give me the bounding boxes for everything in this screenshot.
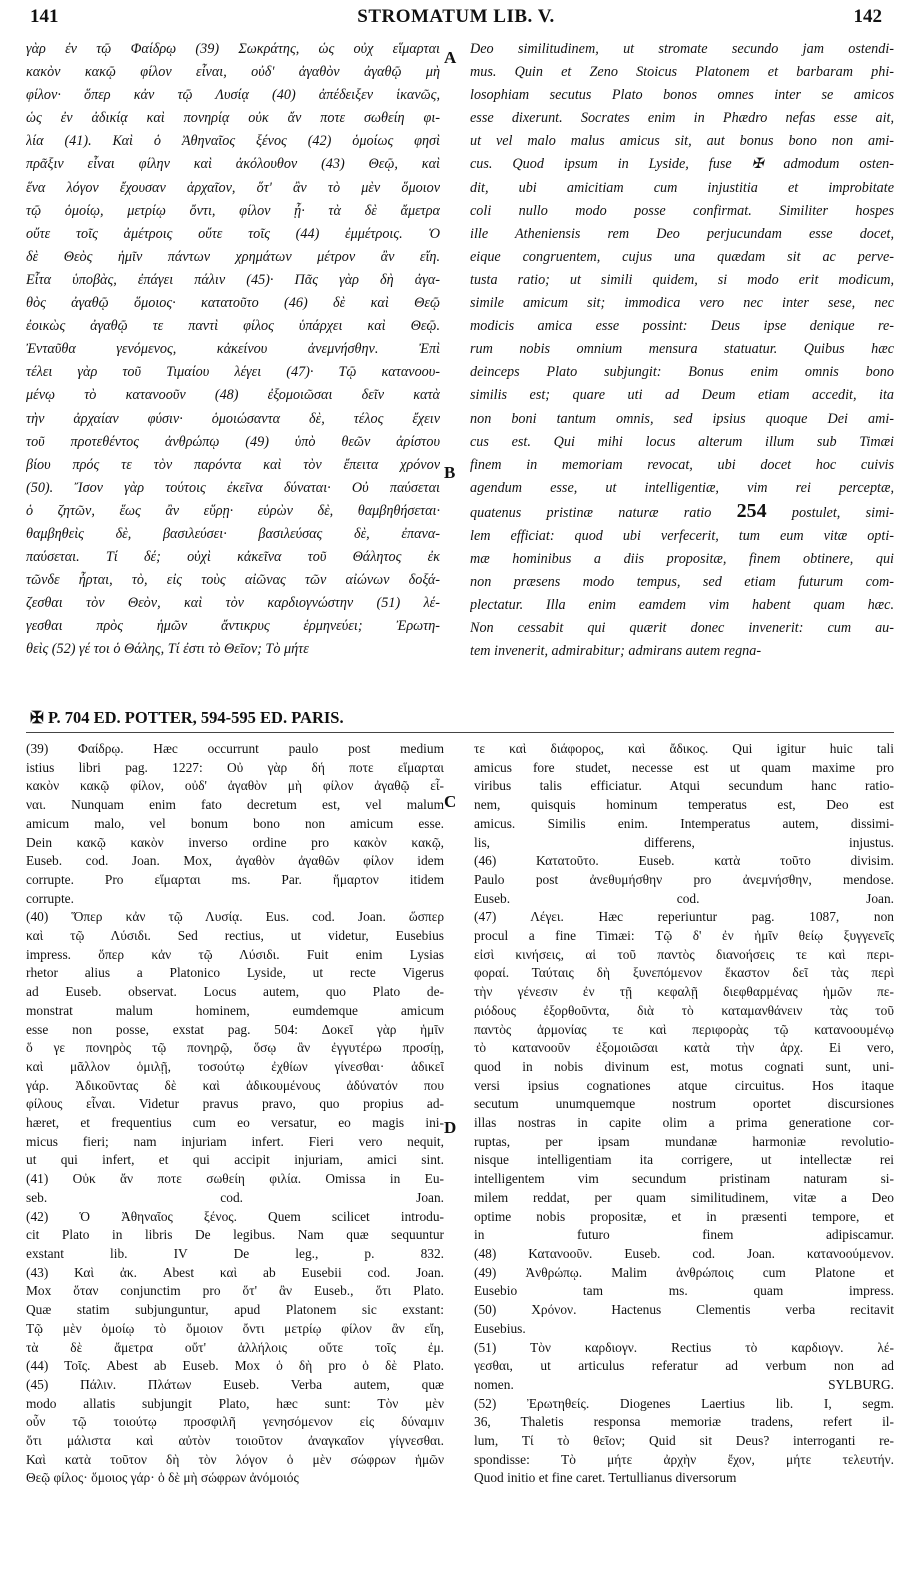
latin-line: eique congruentem, cujus una quædam sit ac perve-: [470, 248, 894, 265]
latin-line: esse dixerunt. Socrates enim in Phædro nefas esse ait,: [470, 110, 894, 127]
column-number: 254: [736, 499, 767, 522]
note-left-line: (41) Οὐκ ἄν ποτε σωθείη φιλία. Omissa in Eu-: [26, 1171, 444, 1187]
latin-line: modicis amica esse possint: Deus ipse denique re-: [470, 318, 894, 335]
note-right-line: nomen. SYLBURG.: [474, 1376, 894, 1392]
latin-line: Non cessabit qui quærit donec invenerit: cum au-: [470, 620, 894, 637]
latin-line: coli nullo modo posse confirmat. Similiter hospes: [470, 202, 894, 219]
page-number-left: 141: [30, 6, 59, 27]
note-right-line: milem reddat, per quam similitudinem, vitæ a Deo: [474, 1189, 894, 1205]
note-left-line: Mox ὅταν conjunctim pro ὅτ' ἂν Euseb., ὅτι Plato.: [26, 1283, 444, 1299]
running-title: STROMATUM LIB. V.: [357, 6, 555, 27]
note-left-line: (40) Ὅπερ κἀν τῷ Λυσίᾳ. Eus. cod. Joan. ὥσπερ: [26, 909, 444, 925]
greek-main-text: [26, 38, 440, 662]
note-right-line: versi ipsius cognationes atque circuitus. Hos itaque: [474, 1077, 894, 1093]
note-left-line: micus fieri; nam injuriam infert. Fieri vero nequit,: [26, 1133, 444, 1149]
note-right-line: τὸ κατανοοῦν ἐξομοιῶσαι κατὰ τὴν ἀρχ. Ei vero,: [474, 1040, 894, 1056]
note-right-line: 36, Thaletis responsa memoriæ tradens, refert il-: [474, 1414, 894, 1430]
greek-line: οὔτε τοῖς ἀμέτροις οὔτε τοῖς (44) ἐμμέτροις. Ὁ: [26, 225, 440, 242]
note-left-line: ὅτι μάλιστα καὶ αὐτὸν τοιοῦτον ἀναγκαῖον γίγνεσθαι.: [26, 1433, 444, 1449]
latin-line-part: postulet, simi-: [766, 504, 894, 521]
note-left-line: (39) Φαίδρῳ. Hæc occurrunt paulo post medium: [26, 741, 444, 756]
latin-line: plectatur. Illa enim eamdem vim habent quam hæc.: [470, 597, 894, 614]
latin-line: simile amicum sit; immodica vero nec inter sese, nec: [470, 295, 894, 312]
note-left-line: (44) Τοῖς. Abest ab Euseb. Mox ὁ δὴ pro ὁ δὲ Plato.: [26, 1358, 444, 1374]
greek-line: θαμβηθεὶς δὲ, βασιλεύσει· βασιλεύσας δὲ, ἐπανα-: [26, 525, 440, 542]
note-right-line: ruptas, per ipsam mundanæ harmoniæ revolutio-: [474, 1133, 894, 1149]
note-left-line: seb. cod. Joan.: [26, 1189, 444, 1205]
note-left-line: γάρ. Ἀδικοῦντας δὲ καὶ ἀδικουμένους ἀδύνατόν που: [26, 1077, 444, 1093]
greek-line: τέλει γὰρ τοῦ Τιμαίου λέγει (47)· Τῷ κατανοου-: [26, 364, 440, 381]
note-right-line: quod in nobis divinum est, motus cognati sunt, uni-: [474, 1058, 894, 1074]
note-right-line: Euseb. cod. Joan.: [474, 890, 894, 906]
note-left-line: ut qui infert, et qui accipit injuriam, amici sint.: [26, 1152, 444, 1168]
note-right-line: intelligentem vim secundum pristinam naturam si-: [474, 1171, 894, 1187]
greek-line: λία (41). Καὶ ὁ Ἀθηναῖος ξένος (42) ὁμοίως φησὶ: [26, 133, 440, 150]
greek-line: ζεσθαι τὸν Θεὸν, καὶ τὸν καρδιογνώστην (51) λέ-: [26, 595, 440, 612]
margin-letter-b: B: [444, 463, 456, 482]
note-right-line: spondisse: Τὸ μήτε ἀρχὴν ἔχον, μήτε τελευτήν.: [474, 1451, 894, 1467]
note-right-line: nisque intelligentiam ita corrigere, ut intellectæ rei: [474, 1152, 894, 1168]
footnotes-left: [26, 740, 444, 1488]
note-left-line: (42) Ὁ Ἀθηναῖος ξένος. Quem scilicet introdu-: [26, 1208, 444, 1224]
page-number-right: 142: [853, 6, 882, 27]
note-right-line: Paulo post ἀνεθυμήσθην pro ἀνεμνήσθην, mendose.: [474, 871, 894, 887]
latin-line: tusta ratio; ut simili quidem, si modo erit modicum,: [470, 271, 894, 288]
note-right-line: nem, quisquis hominum temperatus est, Deo est: [474, 797, 894, 813]
greek-line: βίου πρός τε τὸν παρόντα καὶ τὸν ἔπειτα χρόνον: [26, 456, 440, 473]
note-right-line: lum, Τί τὸ θεῖον; Quid sit Deus? interroganti re-: [474, 1433, 894, 1449]
latin-line: ut vel malo malus amicus sit, aut bonus bono non ami-: [470, 133, 894, 150]
greek-line: γὰρ ἐν τῷ Φαίδρῳ (39) Σωκράτης, ὡς οὐχ εἵμαρται: [26, 41, 440, 57]
greek-line: κακὸν κακῷ φίλον εἶναι, οὐδ' ἀγαθὸν ἀγαθῷ μὴ: [26, 64, 440, 81]
note-right-line: ριόδους ἐξορθοῦντα, διὰ τὸ καταμανθάνειν τὰς τοῦ: [474, 1002, 894, 1018]
note-right-line: τε καὶ διάφορος, καὶ ἄδικος. Qui igitur huic tali: [474, 741, 894, 756]
note-left-line: exstant lib. IV De leg., p. 832.: [26, 1245, 444, 1261]
greek-line: πρᾶξιν εἶναι φίλην καὶ ἀκόλουθον (43) Θεῷ, καὶ: [26, 156, 440, 173]
latin-line: non boni tantum omnis, sed ipsius quoque Dei ami-: [470, 410, 894, 427]
note-left-line: Θεῷ φίλος· ὅμοιος γάρ· ὁ δὲ μὴ σώφρων ἀνόμοιός: [26, 1470, 299, 1486]
note-left-line: corrupte.: [26, 890, 74, 906]
note-right-line: secutum unumquemque nostrum oportet discursiones: [474, 1096, 894, 1112]
note-right-line: φοραί. Ταύταις δὴ ξυνεπόμενον ἕκαστον δεῖ τὰς περὶ: [474, 965, 894, 981]
note-left-line: Καὶ κατὰ τοῦτον δὴ τὸν λόγον ὁ μὲν σώφρων ἡμῶν: [26, 1451, 444, 1467]
note-right-line: (46) Κατατοῦτο. Euseb. κατὰ τοῦτο divisim.: [474, 853, 894, 869]
note-left-line: φίλους εἶναι. Videtur pravus pravo, quo propius ad-: [26, 1096, 444, 1112]
greek-line: θεὶς (52) γέ τοι ὁ Θάλης, Τί ἐστι τὸ Θεῖον; Τὸ μήτε: [26, 641, 309, 658]
note-left-line: esse non posse, exstat pag. 504: Δοκεῖ γὰρ ἡμῖν: [26, 1021, 444, 1037]
note-left-line: modo allatis subjungit Plato, hæc sunt: Τὸν μὲν: [26, 1395, 444, 1411]
latin-line: finem in memoriam revocat, ubi docet hoc cuivis: [470, 456, 894, 473]
note-right-line: Eusebio tam ms. quam impress.: [474, 1283, 894, 1299]
margin-letter-a: A: [444, 48, 457, 67]
note-left-line: monstrat malum hominem, eumdemque amicum: [26, 1002, 444, 1018]
note-left-line: istius libri pag. 1227: Οὐ γὰρ δή ποτε εἵμαρται: [26, 759, 444, 775]
latin-line: mæ hominibus a diis propositæ, finem obtinere, qui: [470, 551, 894, 568]
note-right-line: (49) Ἀνθρώπῳ. Malim ἀνθρώποις cum Platone et: [474, 1264, 894, 1280]
greek-line: παύσεται. Τί δέ; οὐχὶ κἀκεῖνα τοῦ Θάλητος ἐκ: [26, 549, 440, 566]
note-left-line: Quæ statim subjunguntur, apud Platonem sic exstant:: [26, 1302, 444, 1318]
note-right-line: illas nostras in capite olim a prima generatione cor-: [474, 1115, 894, 1131]
note-right-line: Eusebius.: [474, 1320, 526, 1336]
latin-line: lem efficiat: quod ubi verfecerit, tum eum vitæ opti-: [470, 527, 894, 544]
latin-line: [470, 500, 894, 525]
note-right-line: (51) Τὸν καρδιογν. Rectius τὸ καρδιογν. λέ-: [474, 1339, 894, 1355]
latin-line: cus est. Qui mihi locus alterum illum sub Timæi: [470, 433, 894, 450]
note-left-line: τὰ δὲ ἄμετρα οὔτ' ἀλλήλοις οὔτε τοῖς ἐμ.: [26, 1339, 444, 1355]
latin-line: cus. Quod ipsum in Lyside, fuse ✠ admodum osten-: [470, 156, 894, 173]
note-left-line: ὅ γε πονηρὸς τῷ πονηρῷ, ὅσῳ ἂν ἐγγυτέρω προσίῃ,: [26, 1040, 444, 1056]
greek-line: ὡς ἐν ἀδικίᾳ καὶ πονηρίᾳ οὐκ ἄν ποτε σωθείη φι-: [26, 110, 440, 127]
latin-line-part: quatenus pristinæ naturæ ratio: [470, 504, 737, 521]
note-right-line: optime nobis propositæ, et in præsenti tempore, et: [474, 1208, 894, 1224]
note-right-line: Quod initio et fine caret. Tertullianus diversorum: [474, 1470, 737, 1486]
note-left-line: (43) Καὶ ἀκ. Abest καὶ ab Eusebii cod. Joan.: [26, 1264, 444, 1280]
note-right-line: τὴν γένεσιν ἐν τῇ κεφαλῇ διεφθαρμένας ἡμῶν πε-: [474, 984, 894, 1000]
note-right-line: amicus fore studet, necesse est ut quam maxime pro: [474, 759, 894, 775]
greek-line: Ἐνταῦθα γενόμενος, κἀκείνου ἀνεμνήσθην. Ἐπὶ: [26, 341, 440, 358]
margin-letter-d: D: [444, 1118, 457, 1137]
note-left-line: cit Plato in libris De legibus. Nam quæ sequuntur: [26, 1227, 444, 1243]
note-left-line: καὶ τῷ Λύσιδι. Sed rectius, ut videtur, Eusebius: [26, 928, 444, 944]
note-right-line: (48) Κατανοοῦν. Euseb. cod. Joan. κατανοούμενον.: [474, 1245, 894, 1261]
greek-line: μένῳ τὸ κατανοοῦν (48) ἐξομοιῶσαι δεῖν κατὰ: [26, 387, 440, 404]
note-left-line: (45) Πάλιν. Πλάτων Euseb. Verba autem, quæ: [26, 1376, 444, 1392]
divider-rule: [26, 732, 894, 733]
note-right-line: in futuro finem adipiscamur.: [474, 1227, 894, 1243]
latin-line: dit, ubi amicitiam cum injustitia et improbitate: [470, 179, 894, 196]
note-right-line: (52) Ἐρωτηθείς. Diogenes Laertius lib. I, segm.: [474, 1395, 894, 1411]
note-left-line: Τῷ μὲν ὁμοίῳ τὸ ὅμοιον ὄντι μετρίῳ φίλον ἂν εἴη,: [26, 1320, 444, 1336]
page-header: [30, 6, 882, 34]
note-left-line: impress. ὅπερ κἀν τῷ Λύσιδι. Fuit enim Lysias: [26, 946, 444, 962]
greek-line: τῶνδε ἦρται, τὸ, εἰς τοὺς αἰῶνας τῶν αἰώνων δοξά-: [26, 572, 440, 589]
latin-line: ille Atheniensis rem Deo perjucundam esse docet,: [470, 225, 894, 242]
latin-line: agendum esse, ut intelligentiæ, vim rei perceptæ,: [470, 479, 894, 496]
note-right-line: amicus. Similis enim. Intemperatus autem, dissimi-: [474, 815, 894, 831]
greek-line: τὴν ἀρχαίαν φύσιν· ὁμοιώσαντα δὲ, τέλος ἔχειν: [26, 410, 440, 427]
greek-line: τῷ ὁμοίῳ, μετρίῳ ὄντι, φίλον ᾖ· τὰ δὲ ἄμετρα: [26, 202, 440, 219]
greek-line: ἕνα λόγον ἔχουσαν ἀρχαῖον, ὅτ' ἂν τὸ μὲν ὅμοιον: [26, 179, 440, 196]
latin-line: tem invenerit, admirabitur; admirans autem regna-: [470, 643, 762, 660]
latin-line: losophiam secutus Plato bonos omnes inter se amicos: [470, 87, 894, 104]
latin-main-text: [470, 38, 894, 664]
greek-line: ὁ ζητῶν, ἕως ἂν εὕρῃ· εὑρὼν δὲ, θαμβηθήσεται·: [26, 502, 440, 519]
note-left-line: corrupte. Pro εἵμαρται ms. Par. ἥμαρτον itidem: [26, 871, 444, 887]
greek-line: (50). Ἴσον γὰρ τούτοις ἐκεῖνα δύναται· Οὐ παύσεται: [26, 479, 440, 496]
note-right-line: (47) Λέγει. Hæc reperiuntur pag. 1087, non: [474, 909, 894, 925]
greek-line: γεσθαι πρὸς ἡμῶν ἄντικρυς ἑρμηνεύει; Ἐρωτη-: [26, 618, 440, 635]
greek-line: θὸς ἀγαθῷ ὅμοιος· κατατοῦτο (46) δὲ καὶ Θεῷ: [26, 295, 440, 312]
note-left-line: ναι. Nunquam enim fato decretum est, vel malum: [26, 797, 444, 813]
note-left-line: Dein κακῷ κακὸν inverso ordine pro κακὸν κακῷ,: [26, 834, 444, 850]
note-right-line: γεσθαι, ut articulus referatur ad verbum non ad: [474, 1358, 894, 1374]
note-left-line: ad Euseb. observat. Locus autem, quo Plato de-: [26, 984, 444, 1000]
footnotes-right: [474, 740, 894, 1488]
note-right-line: procul a fine Timæi: Τῷ δ' ἐν ἡμῖν θείῳ ξυγγενεῖς: [474, 928, 894, 944]
note-right-line: lis, differens, injustus.: [474, 834, 894, 850]
note-left-line: κακὸν κακῷ φίλον, οὐδ' ἀγαθὸν μὴ φίλον ἀγαθῷ εἶ-: [26, 778, 444, 794]
greek-line: ἐοικὼς ἀγαθῷ τε παντὶ φίλος ὑπάρχει καὶ Θεῷ.: [26, 318, 440, 335]
latin-line: deinceps Plato subjungit: Bonus enim omnis bono: [470, 364, 894, 381]
latin-line: similis est; quare uti ad Deum etiam accedit, ita: [470, 387, 894, 404]
note-right-line: εἰσὶ κινήσεις, αἱ τοῦ παντὸς διανοήσεις τε καὶ περι-: [474, 946, 894, 962]
note-left-line: rhetor alius a Platonico Lyside, ut recte Vigerus: [26, 965, 444, 981]
latin-line: rum nobis omnium mensura statuatur. Quibus hæc: [470, 341, 894, 358]
note-left-line: Euseb. cod. Joan. Mox, ἀγαθὸν ἀγαθῶν φίλον idem: [26, 853, 444, 869]
note-left-line: hæret, et frequentius cum eo versatur, eo magis ini-: [26, 1115, 444, 1131]
greek-line: δὲ Θεὸς ἡμῖν πάντων χρημάτων μέτρον ἂν εἴη.: [26, 248, 440, 265]
latin-line: mus. Quin et Zeno Stoicus Platonem et barbaram phi-: [470, 64, 894, 81]
note-right-line: viribus talis efficiatur. Atqui secundum hanc ratio-: [474, 778, 894, 794]
note-left-line: amicum malo, vel bonum bono non amicum esse.: [26, 815, 444, 831]
greek-line: τοῦ προτεθέντος ἀνθρώπῳ (49) ὑπὸ θεῶν ἀρίστου: [26, 433, 440, 450]
note-left-line: καὶ μᾶλλον ὁμιλῇ, τοσούτῳ ἐχθίων γίνεσθαι· ἀδικεῖ: [26, 1058, 444, 1074]
edition-line: ✠ P. 704 ED. POTTER, 594-595 ED. PARIS.: [30, 708, 344, 727]
greek-line: Εἶτα ὑποβὰς, ἐπάγει πάλιν (45)· Πᾶς γὰρ δὴ ἀγα-: [26, 271, 440, 288]
note-right-line: (50) Χρόνον. Hactenus Clementis verba recitavit: [474, 1302, 894, 1318]
latin-line: non præsens modo tempus, sed etiam futurum com-: [470, 574, 894, 591]
note-right-line: παντὸς ἁρμονίας τε καὶ περιφορὰς τῷ κατανοουμένῳ: [474, 1021, 894, 1037]
note-left-line: οὖν τῷ τοιούτῳ προσφιλῆ γενησόμενον εἰς δύναμιν: [26, 1414, 444, 1430]
margin-letter-c: C: [444, 792, 457, 811]
greek-line: φίλον· ὅπερ κἀν τῷ Λυσίᾳ (40) ἀπέδειξεν ἱκανῶς,: [26, 87, 440, 104]
latin-line: Deo similitudinem, ut stromate secundo jam ostendi-: [470, 41, 894, 57]
